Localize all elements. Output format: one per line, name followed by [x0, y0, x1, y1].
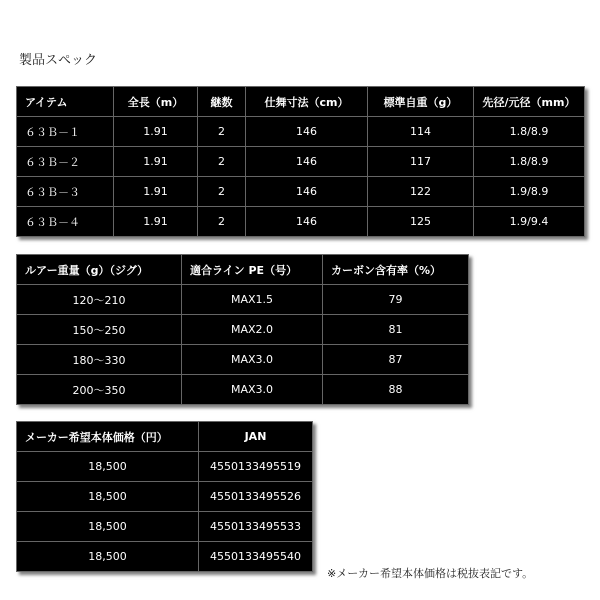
- cell-pieces: 2: [198, 177, 246, 207]
- cell-line-pe: MAX1.5: [182, 285, 323, 315]
- cell-weight: 125: [368, 207, 474, 237]
- cell-weight: 114: [368, 117, 474, 147]
- cell-length: 1.91: [114, 177, 198, 207]
- cell-line-pe: MAX2.0: [182, 315, 323, 345]
- table-row: [17, 207, 585, 237]
- spec-table: [16, 86, 585, 237]
- table-row: [17, 375, 469, 405]
- cell-diameter: 1.9/9.4: [474, 207, 585, 237]
- cell-diameter: 1.8/8.9: [474, 147, 585, 177]
- table-row: [17, 542, 313, 572]
- table-row: [17, 345, 469, 375]
- table-row: [17, 285, 469, 315]
- cell-pieces: 2: [198, 117, 246, 147]
- cell-closed-length: 146: [246, 117, 368, 147]
- cell-jan: 4550133495533: [199, 512, 313, 542]
- cell-length: 1.91: [114, 117, 198, 147]
- header-pieces: 継数: [198, 87, 246, 117]
- cell-length: 1.91: [114, 147, 198, 177]
- tax-footnote: ※メーカー希望本体価格は税抜表記です。: [327, 567, 534, 580]
- cell-price: 18,500: [17, 482, 199, 512]
- header-lure-weight: ルアー重量（g）（ジグ）: [17, 255, 182, 285]
- cell-diameter: 1.9/8.9: [474, 177, 585, 207]
- cell-closed-length: 146: [246, 207, 368, 237]
- cell-jan: 4550133495540: [199, 542, 313, 572]
- header-closed-length: 仕舞寸法（cm）: [246, 87, 368, 117]
- table-row: [17, 512, 313, 542]
- cell-weight: 117: [368, 147, 474, 177]
- cell-item: ６３Ｂ－４: [17, 207, 114, 237]
- price-table-header-row: [17, 422, 313, 452]
- cell-price: 18,500: [17, 512, 199, 542]
- table-row: [17, 315, 469, 345]
- cell-closed-length: 146: [246, 177, 368, 207]
- table-row: [17, 177, 585, 207]
- cell-carbon: 88: [323, 375, 469, 405]
- cell-closed-length: 146: [246, 147, 368, 177]
- header-line-pe: 適合ライン PE（号）: [182, 255, 323, 285]
- cell-pieces: 2: [198, 147, 246, 177]
- cell-price: 18,500: [17, 452, 199, 482]
- cell-lure-weight: 150～250: [17, 315, 182, 345]
- header-item: アイテム: [17, 87, 114, 117]
- cell-weight: 122: [368, 177, 474, 207]
- lure-line-table: [16, 254, 469, 405]
- cell-lure-weight: 180～330: [17, 345, 182, 375]
- cell-price: 18,500: [17, 542, 199, 572]
- lure-table-header-row: [17, 255, 469, 285]
- cell-carbon: 79: [323, 285, 469, 315]
- table-row: [17, 452, 313, 482]
- cell-carbon: 87: [323, 345, 469, 375]
- cell-jan: 4550133495519: [199, 452, 313, 482]
- cell-line-pe: MAX3.0: [182, 375, 323, 405]
- table-row: [17, 117, 585, 147]
- header-jan: JAN: [199, 422, 313, 452]
- cell-item: ６３Ｂ－１: [17, 117, 114, 147]
- cell-pieces: 2: [198, 207, 246, 237]
- header-carbon-content: カーボン含有率（%）: [323, 255, 469, 285]
- header-weight: 標準自重（g）: [368, 87, 474, 117]
- price-jan-table: [16, 421, 313, 572]
- header-tip-butt-diameter: 先径/元径（mm）: [474, 87, 585, 117]
- cell-carbon: 81: [323, 315, 469, 345]
- page-title: 製品スペック: [19, 53, 98, 68]
- cell-length: 1.91: [114, 207, 198, 237]
- cell-lure-weight: 200～350: [17, 375, 182, 405]
- table-row: [17, 482, 313, 512]
- cell-item: ６３Ｂ－２: [17, 147, 114, 177]
- cell-line-pe: MAX3.0: [182, 345, 323, 375]
- header-price: メーカー希望本体価格（円）: [17, 422, 199, 452]
- table-row: [17, 147, 585, 177]
- cell-lure-weight: 120～210: [17, 285, 182, 315]
- spec-table-header-row: [17, 87, 585, 117]
- cell-jan: 4550133495526: [199, 482, 313, 512]
- header-length: 全長（m）: [114, 87, 198, 117]
- cell-item: ６３Ｂ－３: [17, 177, 114, 207]
- cell-diameter: 1.8/8.9: [474, 117, 585, 147]
